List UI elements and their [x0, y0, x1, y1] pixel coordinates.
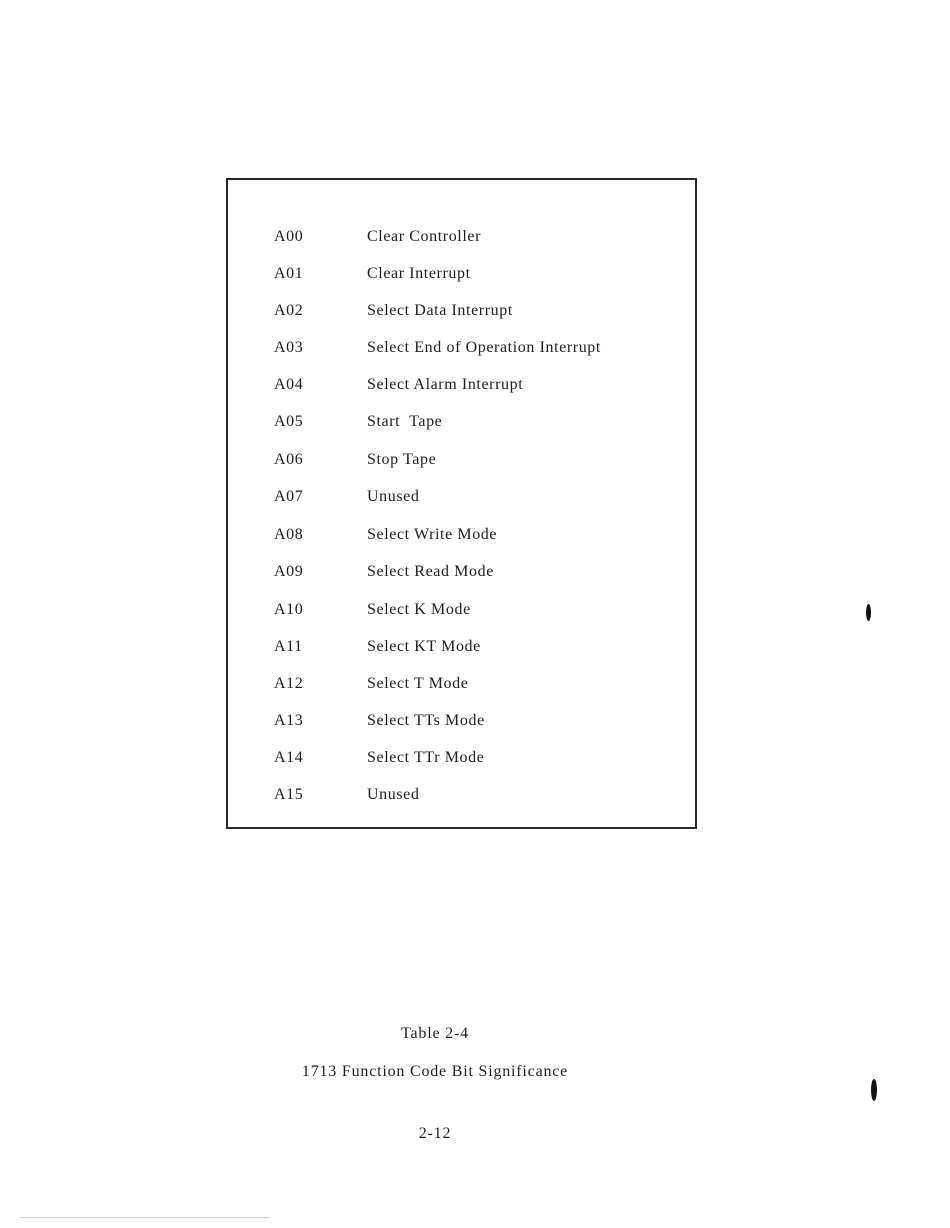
- function-description: Select Alarm Interrupt: [367, 376, 524, 393]
- function-description: Stop Tape: [367, 451, 437, 468]
- function-code: A04: [274, 376, 304, 393]
- function-code: A03: [274, 339, 304, 356]
- function-description: Select Read Mode: [367, 563, 494, 580]
- function-code: A01: [274, 265, 304, 282]
- function-code: A12: [274, 675, 304, 692]
- function-description: Select KT Mode: [367, 638, 481, 655]
- function-description: Select Data Interrupt: [367, 302, 513, 319]
- function-description: Select K Mode: [367, 601, 471, 618]
- function-description: Clear Controller: [367, 228, 482, 245]
- table-number: Table 2-4: [401, 1025, 469, 1042]
- function-code: A00: [274, 228, 304, 245]
- function-description: Unused: [367, 488, 420, 505]
- function-description: Unused: [367, 786, 420, 803]
- function-code: A14: [274, 749, 304, 766]
- function-code: A13: [274, 712, 304, 729]
- page-number: 2-12: [418, 1125, 452, 1142]
- scan-edge-line: [20, 1217, 270, 1218]
- function-code: A06: [274, 451, 304, 468]
- function-code-table: [226, 178, 697, 829]
- function-description: Select TTs Mode: [367, 712, 485, 729]
- function-description: Select Write Mode: [367, 526, 498, 543]
- function-code: A02: [274, 302, 304, 319]
- function-code: A15: [274, 786, 304, 803]
- function-description: Select TTr Mode: [367, 749, 485, 766]
- scan-mark: [871, 1079, 877, 1101]
- function-code: A07: [274, 488, 304, 505]
- function-description: Select T Mode: [367, 675, 469, 692]
- table-title: 1713 Function Code Bit Significance: [301, 1063, 569, 1080]
- function-code: A09: [274, 563, 304, 580]
- function-description: Start Tape: [367, 413, 443, 430]
- function-code: A05: [274, 413, 304, 430]
- scan-mark: [866, 604, 871, 621]
- function-code: A10: [274, 601, 304, 618]
- function-description: Clear Interrupt: [367, 265, 471, 282]
- function-code: A08: [274, 526, 304, 543]
- function-code: A11: [274, 638, 303, 655]
- function-description: Select End of Operation Interrupt: [367, 339, 601, 356]
